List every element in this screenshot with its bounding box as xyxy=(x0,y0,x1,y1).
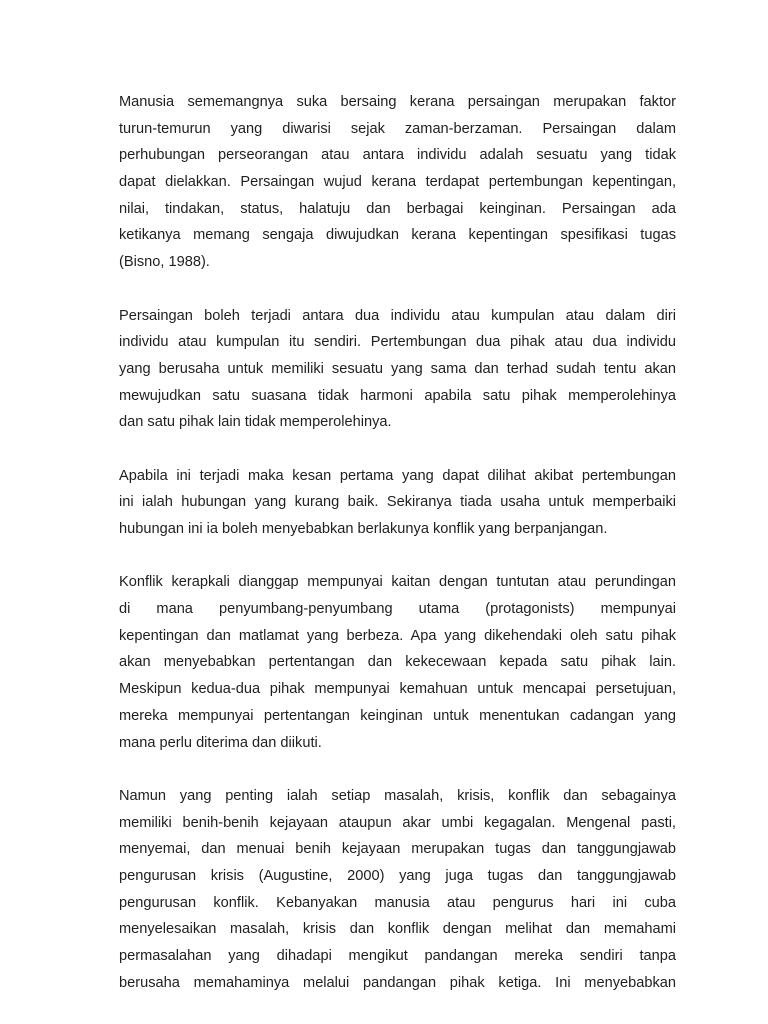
text-line: Persaingan boleh terjadi antara dua individu atau kumpulan atau dalam diri xyxy=(119,307,676,324)
text-line: Konflik kerapkali dianggap mempunyai kaitan dengan tuntutan atau perundingan xyxy=(119,574,676,591)
text-line: dan satu pihak lain tidak memperolehinya. xyxy=(119,414,392,431)
paragraph-3 xyxy=(119,463,676,543)
text-line: pengurusan konflik. Kebanyakan manusia atau pengurus hari ini cuba xyxy=(119,894,676,911)
text-line: memiliki benih-benih kejayaan ataupun akar umbi kegagalan. Mengenal pasti, xyxy=(119,814,676,831)
text-line: dapat dielakkan. Persaingan wujud kerana terdapat pertembungan kepentingan, xyxy=(119,174,676,191)
paragraph-1 xyxy=(119,89,676,276)
text-line: individu atau kumpulan itu sendiri. Pertembungan dua pihak atau dua individu xyxy=(119,334,676,351)
text-line: Namun yang penting ialah setiap masalah, krisis, konflik dan sebagainya xyxy=(119,787,676,804)
text-line: ketikanya memang sengaja diwujudkan kerana kepentingan spesifikasi tugas xyxy=(119,227,676,244)
paragraph-2 xyxy=(119,303,676,436)
text-line: Apabila ini terjadi maka kesan pertama yang dapat dilihat akibat pertembungan xyxy=(119,467,676,484)
document-page xyxy=(119,89,676,1023)
text-line: perhubungan perseorangan atau antara individu adalah sesuatu yang tidak xyxy=(119,147,676,164)
text-line: mereka mempunyai pertentangan keinginan untuk menentukan cadangan yang xyxy=(119,707,676,724)
paragraph-5 xyxy=(119,783,676,997)
text-line: kepentingan dan matlamat yang berbeza. Apa yang dikehendaki oleh satu pihak xyxy=(119,627,676,644)
paragraph-4 xyxy=(119,569,676,756)
text-line: permasalahan yang dihadapi mengikut pandangan mereka sendiri tanpa xyxy=(119,948,676,964)
text-line: menyelesaikan masalah, krisis dan konflik dengan melihat dan memahami xyxy=(119,921,676,938)
text-line: nilai, tindakan, status, halatuju dan berbagai keinginan. Persaingan ada xyxy=(119,200,676,217)
text-line: menyemai, dan menuai benih kejayaan merupakan tugas dan tanggungjawab xyxy=(119,841,676,858)
text-line: di mana penyumbang-penyumbang utama (protagonists) mempunyai xyxy=(119,601,676,618)
text-line: pengurusan krisis (Augustine, 2000) yang juga tugas dan tanggungjawab xyxy=(119,867,676,884)
text-line: ini ialah hubungan yang kurang baik. Sekiranya tiada usaha untuk memperbaiki xyxy=(119,494,676,511)
text-line: mana perlu diterima dan diikuti. xyxy=(119,734,322,751)
text-line: mewujudkan satu suasana tidak harmoni apabila satu pihak memperolehinya xyxy=(119,387,676,404)
text-line: akan menyebabkan pertentangan dan kekecewaan kepada satu pihak lain. xyxy=(119,654,676,671)
text-line: (Bisno, 1988). xyxy=(119,254,210,271)
text-line: turun-temurun yang diwarisi sejak zaman-berzaman. Persaingan dalam xyxy=(119,120,676,137)
text-line: berusaha memahaminya melalui pandangan pihak ketiga. Ini menyebabkan xyxy=(119,974,676,991)
text-line: Meskipun kedua-dua pihak mempunyai kemahuan untuk mencapai persetujuan, xyxy=(119,681,676,698)
text-line: Manusia sememangnya suka bersaing kerana persaingan merupakan faktor xyxy=(119,94,676,110)
text-line: hubungan ini ia boleh menyebabkan berlakunya konflik yang berpanjangan. xyxy=(119,521,608,537)
text-line: yang berusaha untuk memiliki sesuatu yang sama dan terhad sudah tentu akan xyxy=(119,360,676,377)
